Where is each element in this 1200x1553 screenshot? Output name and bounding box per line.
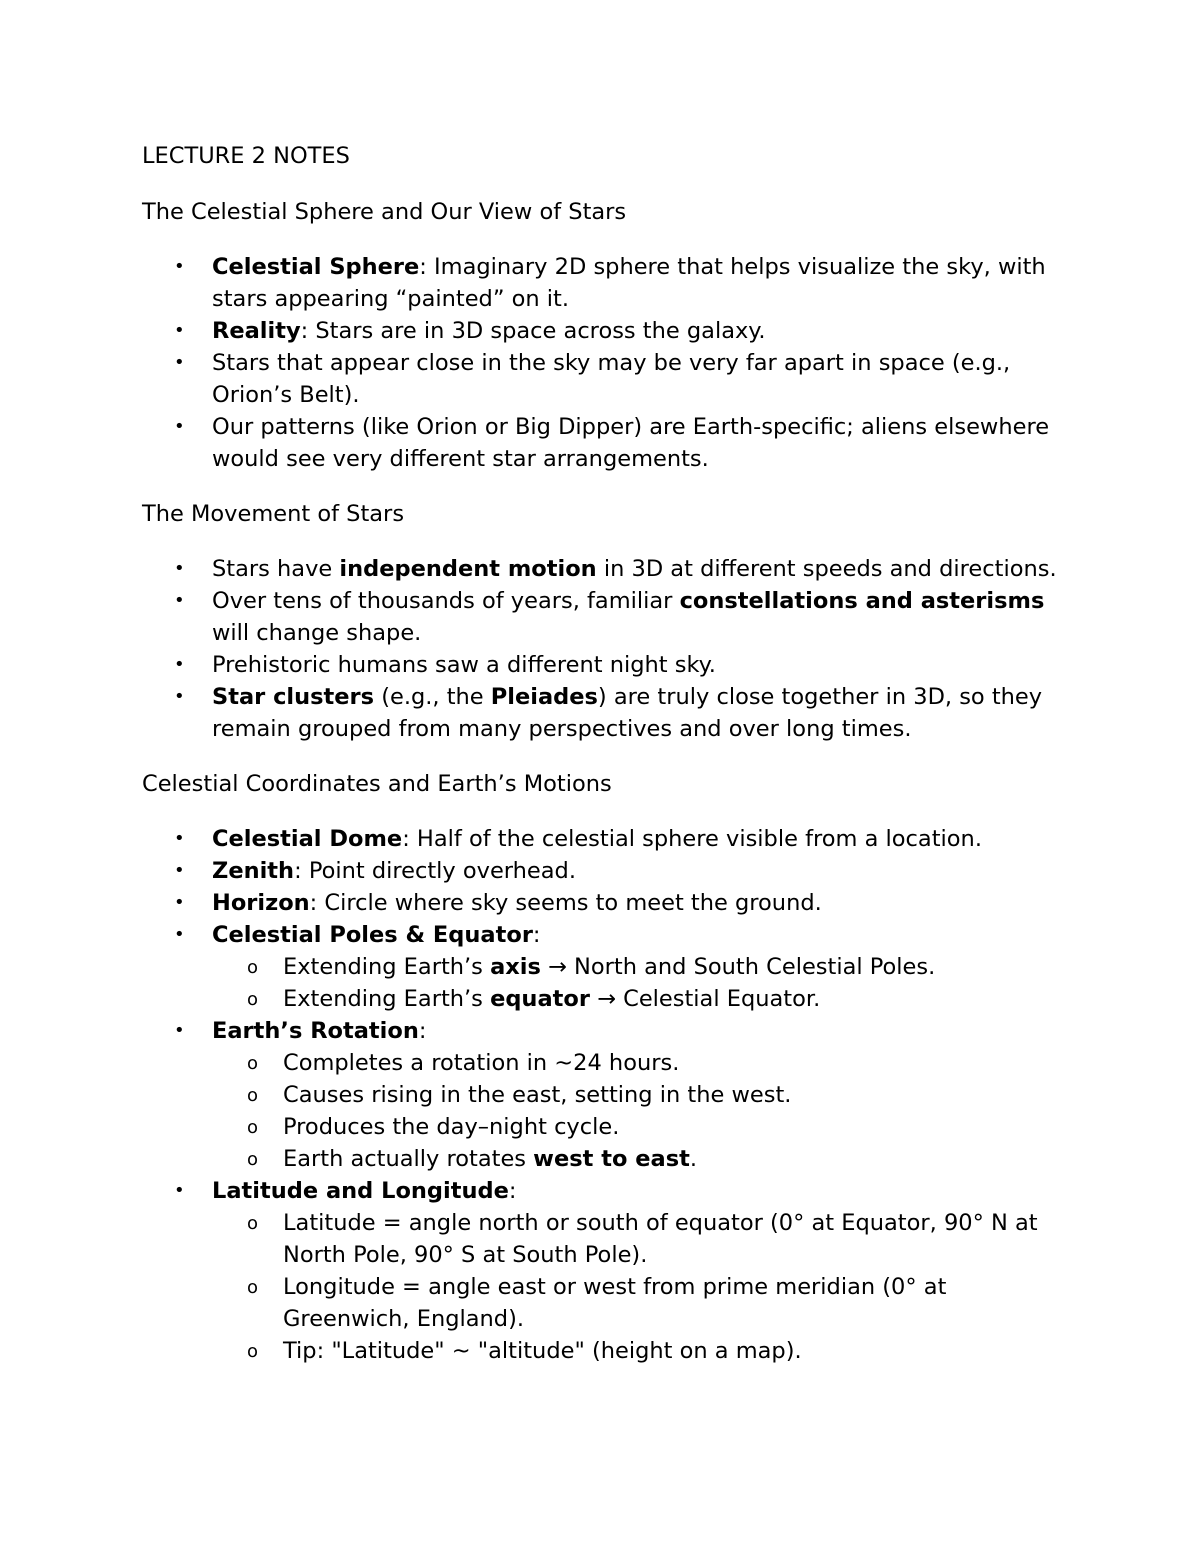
text-run: will change shape. — [212, 620, 422, 646]
sub-list-item — [212, 1047, 1062, 1079]
sub-bullet-list — [212, 1207, 1062, 1367]
bold-term: Earth’s Rotation — [212, 1018, 419, 1044]
section-heading: The Movement of Stars — [142, 501, 405, 527]
sub-bullet-icon: o — [247, 1149, 259, 1170]
sub-list-item — [212, 1207, 1062, 1271]
list-item-text — [212, 556, 1057, 582]
sub-list-item — [212, 951, 1062, 983]
text-run: Extending Earth’s — [283, 986, 491, 1012]
list-item — [142, 649, 1062, 681]
list-item — [142, 585, 1062, 649]
text-run: Earth actually rotates — [283, 1146, 534, 1172]
sub-list-item-text — [283, 1082, 791, 1108]
bullet-icon: • — [174, 892, 185, 913]
text-run: Over tens of thousands of years, familiar — [212, 588, 680, 614]
text-run: Longitude = angle east or west from prime meridian (0° at Greenwich, England). — [283, 1274, 947, 1332]
text-run: (e.g., the — [374, 684, 491, 710]
document-page — [142, 140, 1062, 1390]
bullet-list — [142, 251, 1062, 475]
text-run: Extending Earth’s — [283, 954, 491, 980]
bullet-icon: • — [174, 1180, 185, 1201]
bullet-icon: • — [174, 352, 185, 373]
sub-bullet-icon: o — [247, 1117, 259, 1138]
bullet-list — [142, 553, 1062, 745]
section-heading: Celestial Coordinates and Earth’s Motions — [142, 771, 612, 797]
sub-list-item-text — [283, 954, 935, 980]
bold-term: axis — [490, 954, 541, 980]
bold-term: Pleiades — [490, 684, 598, 710]
list-item-text — [212, 652, 716, 678]
text-run: : — [508, 1178, 517, 1204]
bullet-icon: • — [174, 590, 185, 611]
sub-bullet-icon: o — [247, 1085, 259, 1106]
sub-list-item — [212, 1335, 1062, 1367]
section-heading: The Celestial Sphere and Our View of Stars — [142, 199, 627, 225]
list-item — [142, 855, 1062, 887]
sub-list-item — [212, 1079, 1062, 1111]
list-item — [142, 315, 1062, 347]
list-item — [142, 681, 1062, 745]
bold-term: Reality — [212, 318, 301, 344]
sub-bullet-icon: o — [247, 989, 259, 1010]
bold-term: constellations and asterisms — [679, 588, 1045, 614]
document-body — [142, 196, 1062, 1367]
list-item-text — [212, 826, 982, 852]
text-run: : — [418, 1018, 427, 1044]
list-item — [142, 347, 1062, 411]
text-run: Prehistoric humans saw a different night sky. — [212, 652, 716, 678]
sub-list-item-text — [283, 1338, 802, 1364]
sub-list-item — [212, 983, 1062, 1015]
sub-list-item-text — [283, 986, 820, 1012]
list-item-text — [212, 890, 822, 916]
text-run: : Point directly overhead. — [294, 858, 576, 884]
list-item-text — [212, 1178, 516, 1204]
text-run: : Stars are in 3D space across the galaxy. — [300, 318, 766, 344]
list-item-text — [212, 922, 541, 948]
sub-bullet-icon: o — [247, 1341, 259, 1362]
bullet-icon: • — [174, 828, 185, 849]
text-run: . — [689, 1146, 697, 1172]
sub-list-item — [212, 1143, 1062, 1175]
list-item-text — [212, 1018, 426, 1044]
list-item — [142, 887, 1062, 919]
bold-term: Celestial Sphere — [212, 254, 420, 280]
list-item-text — [212, 414, 1049, 472]
bullet-icon: • — [174, 860, 185, 881]
list-item — [142, 251, 1062, 315]
sub-list-item-text — [283, 1114, 619, 1140]
bullet-icon: • — [174, 320, 185, 341]
sub-bullet-icon: o — [247, 1213, 259, 1234]
bold-term: Star clusters — [212, 684, 375, 710]
sub-bullet-list — [212, 951, 1062, 1015]
list-item-text — [212, 254, 1046, 312]
bullet-icon: • — [174, 416, 185, 437]
list-item — [142, 411, 1062, 475]
sub-list-item-text — [283, 1274, 946, 1332]
sub-list-item-text — [283, 1050, 679, 1076]
text-run: : — [532, 922, 541, 948]
list-item-text — [212, 318, 766, 344]
text-run: Produces the day–night cycle. — [283, 1114, 620, 1140]
sub-list-item — [212, 1111, 1062, 1143]
bold-term: Latitude and Longitude — [212, 1178, 509, 1204]
text-run: → Celestial Equator. — [589, 986, 821, 1012]
text-run: Tip: "Latitude" ~ "altitude" (height on a map). — [283, 1338, 802, 1364]
text-run: Causes rising in the east, setting in the west. — [283, 1082, 792, 1108]
sub-bullet-icon: o — [247, 1053, 259, 1074]
text-run: Stars have — [212, 556, 340, 582]
text-run: : Circle where sky seems to meet the ground. — [309, 890, 822, 916]
text-run: : Imaginary 2D sphere that helps visualize the sky, with stars appearing “painted” on it. — [212, 254, 1046, 312]
list-item — [142, 1015, 1062, 1175]
bullet-icon: • — [174, 1020, 185, 1041]
bold-term: Celestial Poles & Equator — [212, 922, 533, 948]
document-title: LECTURE 2 NOTES — [142, 143, 350, 169]
bold-term: equator — [490, 986, 590, 1012]
list-item-text — [212, 858, 576, 884]
list-item — [142, 919, 1062, 1015]
bullet-icon: • — [174, 654, 185, 675]
list-item — [142, 553, 1062, 585]
text-run: Latitude = angle north or south of equator (0° at Equator, 90° N at North Pole, 90° S at South Pole). — [283, 1210, 1038, 1268]
bullet-list — [142, 823, 1062, 1367]
bold-term: Zenith — [212, 858, 295, 884]
bold-term: independent motion — [339, 556, 597, 582]
sub-bullet-list — [212, 1047, 1062, 1175]
list-item — [142, 1175, 1062, 1367]
bold-term: west to east — [533, 1146, 690, 1172]
text-run: ) are truly close together in 3D, so they remain grouped from many perspectives and over long times. — [212, 684, 1043, 742]
text-run: Our patterns (like Orion or Big Dipper) are Earth-specific; aliens elsewhere would see very different star arrangements. — [212, 414, 1050, 472]
bullet-icon: • — [174, 924, 185, 945]
list-item-text — [212, 684, 1042, 742]
bullet-icon: • — [174, 256, 185, 277]
sub-list-item-text — [283, 1210, 1038, 1268]
bold-term: Celestial Dome — [212, 826, 403, 852]
sub-list-item-text — [283, 1146, 697, 1172]
text-run: Stars that appear close in the sky may be very far apart in space (e.g., Orion’s Belt). — [212, 350, 1011, 408]
text-run: in 3D at different speeds and directions. — [596, 556, 1057, 582]
bullet-icon: • — [174, 686, 185, 707]
sub-bullet-icon: o — [247, 957, 259, 978]
sub-list-item — [212, 1271, 1062, 1335]
sub-bullet-icon: o — [247, 1277, 259, 1298]
list-item-text — [212, 588, 1044, 646]
list-item — [142, 823, 1062, 855]
list-item-text — [212, 350, 1010, 408]
text-run: → North and South Celestial Poles. — [540, 954, 936, 980]
bullet-icon: • — [174, 558, 185, 579]
text-run: Completes a rotation in ~24 hours. — [283, 1050, 680, 1076]
bold-term: Horizon — [212, 890, 310, 916]
text-run: : Half of the celestial sphere visible from a location. — [402, 826, 982, 852]
